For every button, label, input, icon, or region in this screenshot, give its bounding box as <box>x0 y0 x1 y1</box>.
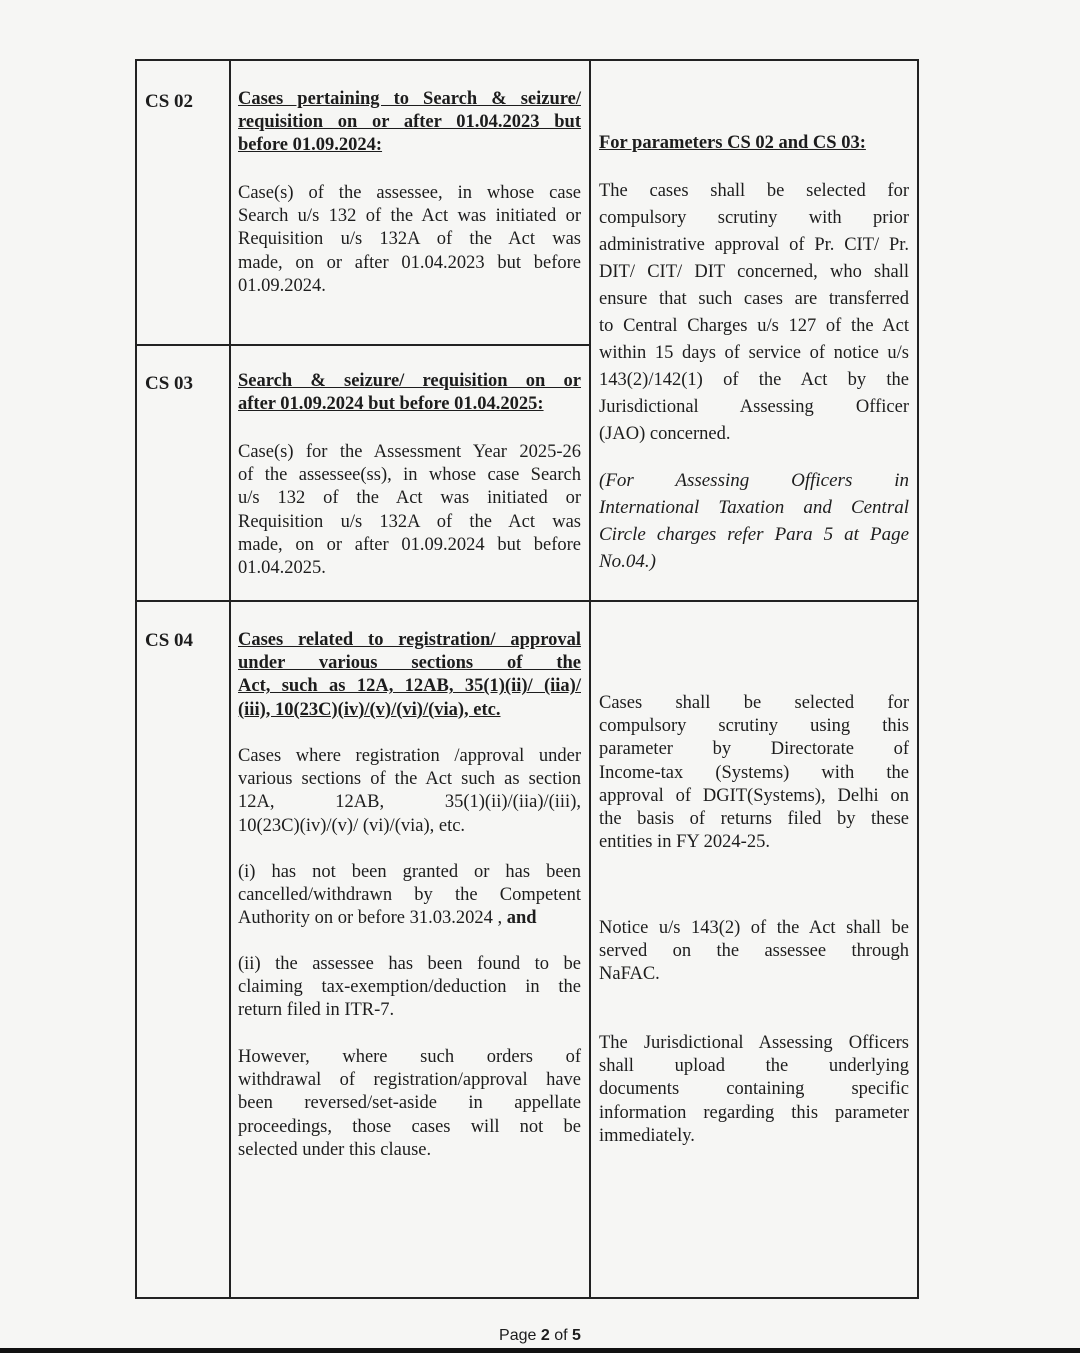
body-line: Cases shall be selected for <box>599 693 909 713</box>
cs04-description <box>238 745 581 838</box>
condition-date-text: Authority on or before 31.03.2024 , <box>238 908 503 929</box>
body-line: 12A, 12AB, 35(1)(ii)/(iia)/(iii), <box>238 792 581 813</box>
body-line: The cases shall be selected for <box>599 181 909 201</box>
current-page: 2 <box>540 1327 550 1344</box>
heading-line: requisition on or after 01.04.2023 but <box>238 112 581 133</box>
column-divider-2 <box>589 60 591 1298</box>
cs02-cs03-procedure <box>599 178 909 448</box>
body-line: entities in FY 2024-25. <box>599 832 770 853</box>
cs02-cs03-parameters <box>599 132 909 155</box>
body-line: Search u/s 132 of the Act was initiated or <box>238 206 581 227</box>
note-line: Circle charges refer Para 5 at Page <box>599 524 909 545</box>
page-label: Page <box>499 1327 537 1344</box>
row-code-cs03: CS 03 <box>145 373 194 394</box>
cs04-heading <box>238 629 581 722</box>
body-line: 01.04.2025. <box>238 558 326 579</box>
body-line: The Jurisdictional Assessing Officers <box>599 1033 909 1053</box>
body-line: immediately. <box>599 1125 695 1146</box>
body-line: within 15 days of service of notice u/s <box>599 343 909 363</box>
body-line: approval of DGIT(Systems), Delhi on <box>599 785 909 806</box>
bottom-edge <box>0 1348 1080 1353</box>
note-line: No.04.) <box>599 551 656 572</box>
body-line: served on the assessee through <box>599 941 909 962</box>
heading-line: Cases pertaining to Search & seizure/ <box>238 89 581 109</box>
body-line: Income-tax (Systems) with the <box>599 762 909 783</box>
body-line: documents containing specific <box>599 1079 909 1100</box>
total-pages: 5 <box>572 1327 581 1344</box>
body-line: parameter by Directorate of <box>599 739 909 760</box>
body-line: Case(s) for the Assessment Year 2025-26 <box>238 442 581 462</box>
body-line: selected under this clause. <box>238 1139 432 1160</box>
body-line: made, on or after 01.09.2024 but before <box>238 534 581 555</box>
body-line: ensure that such cases are transferred <box>599 289 909 309</box>
cs04-condition-i <box>238 861 581 931</box>
row-divider-cs02-cs03 <box>136 344 591 346</box>
cs04-notice-service <box>599 917 909 987</box>
body-line: Case(s) of the assessee, in whose case <box>238 183 581 203</box>
cs02-heading <box>238 88 581 158</box>
heading-line: Search & seizure/ requisition on or <box>238 371 581 391</box>
heading-line: Act, such as 12A, 12AB, 35(1)(ii)/ (iia)/ <box>238 676 581 697</box>
body-line: information regarding this parameter <box>599 1102 909 1123</box>
body-line: However, where such orders of <box>238 1047 581 1067</box>
column-divider-1 <box>229 60 231 1298</box>
body-line: the basis of returns filed by these <box>599 809 909 830</box>
body-line: proceedings, those cases will not be <box>238 1116 581 1137</box>
cs03-heading <box>238 370 581 416</box>
body-line <box>238 907 581 930</box>
body-line: NaFAC. <box>599 964 660 985</box>
heading-line: before 01.09.2024: <box>238 135 383 156</box>
cs04-condition-ii <box>238 953 581 1023</box>
body-line: return filed in ITR-7. <box>238 1000 395 1021</box>
body-line: Requisition u/s 132A of the Act was <box>238 229 581 250</box>
body-line: been reversed/set-aside in appellate <box>238 1093 581 1114</box>
body-line: Notice u/s 143(2) of the Act shall be <box>599 918 909 938</box>
note-line: International Taxation and Central <box>599 497 909 518</box>
row-code-cs02: CS 02 <box>145 91 194 112</box>
body-line: (i) has not been granted or has been <box>238 862 581 882</box>
cs03-body <box>238 441 581 580</box>
parameters-heading: For parameters CS 02 and CS 03: <box>599 133 866 153</box>
body-line: 10(23C)(iv)/(v)/ (vi)/(via), etc. <box>238 815 466 836</box>
body-line: claiming tax-exemption/deduction in the <box>238 977 581 998</box>
note-line: (For Assessing Officers in <box>599 470 909 491</box>
body-line: various sections of the Act such as section <box>238 769 581 790</box>
body-line: 143(2)/142(1) of the Act by the <box>599 370 909 390</box>
body-line: to Central Charges u/s 127 of the Act <box>599 316 909 336</box>
body-line: withdrawal of registration/approval have <box>238 1070 581 1091</box>
body-line: Requisition u/s 132A of the Act was <box>238 511 581 532</box>
body-line: DIT/ CIT/ DIT concerned, who shall <box>599 262 909 282</box>
row-divider-cs03-cs04 <box>136 600 918 602</box>
heading-line: under various sections of the <box>238 653 581 674</box>
body-line: cancelled/withdrawn by the Competent <box>238 885 581 906</box>
page-number <box>0 1327 1080 1345</box>
cs02-body <box>238 182 581 298</box>
heading-line: Cases related to registration/ approval <box>238 630 581 650</box>
body-line: (ii) the assessee has been found to be <box>238 954 581 974</box>
heading-line: (iii), 10(23C)(iv)/(v)/(vi)/(via), etc. <box>238 699 501 720</box>
cs04-selection-procedure <box>599 692 909 854</box>
body-line: compulsory scrutiny with prior <box>599 208 909 228</box>
body-line: administrative approval of Pr. CIT/ Pr. <box>599 235 909 255</box>
body-line: Jurisdictional Assessing Officer <box>599 397 909 417</box>
body-line: 01.09.2024. <box>238 275 326 296</box>
body-line: u/s 132 of the Act was initiated or <box>238 488 581 509</box>
and-connector: and <box>506 908 537 929</box>
body-line: shall upload the underlying <box>599 1056 909 1077</box>
cs04-exception <box>238 1046 581 1162</box>
page-of: of <box>554 1327 568 1344</box>
body-line: compulsory scrutiny using this <box>599 716 909 737</box>
body-line: (JAO) concerned. <box>599 424 731 444</box>
heading-line: after 01.09.2024 but before 01.04.2025: <box>238 394 544 415</box>
row-code-cs04: CS 04 <box>145 630 194 651</box>
international-taxation-note <box>599 467 909 575</box>
body-line: made, on or after 01.04.2023 but before <box>238 252 581 273</box>
body-line: of the assessee(ss), in whose case Search <box>238 465 581 486</box>
cs04-jao-upload <box>599 1032 909 1148</box>
body-line: Cases where registration /approval under <box>238 746 581 766</box>
